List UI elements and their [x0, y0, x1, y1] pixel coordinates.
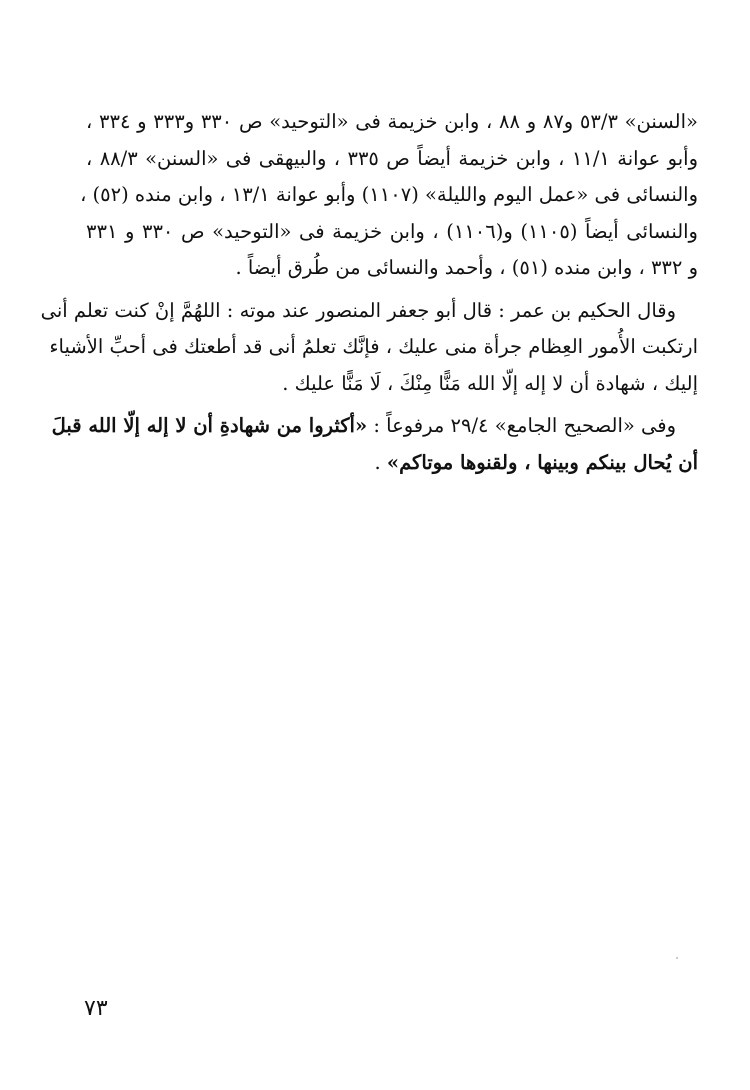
scan-speck: [676, 957, 678, 959]
text-line: و ٣٣٢ ، وابن منده (٥١) ، وأحمد والنسائى من طُرق أيضاً .: [235, 256, 698, 279]
paragraph-hadith: [51, 408, 698, 481]
text-line: ارتكبت الأُمور العِظام جرأة منى عليك ، فإنَّك تعلمُ أنى قد أطعتك فى أحبِّ الأشياء: [49, 335, 698, 358]
hadith-intro: وفى «الصحيح الجامع» ٢٩/٤ مرفوعاً :: [367, 414, 676, 437]
paragraph-citations: [80, 104, 698, 287]
text-line: [51, 408, 698, 445]
hadith-text: أن يُحال بينكم وبينها ، ولقنوها موتاكم»: [386, 450, 698, 474]
page-number: ٧٣: [84, 996, 108, 1021]
paragraph-mansur-quote: [40, 293, 698, 403]
hadith-tail: .: [374, 450, 387, 474]
text-line: «السنن» ٥٣/٣ و٨٧ و ٨٨ ، وابن خزيمة فى «التوحيد» ص ٣٣٠ و٣٣٣ و ٣٣٤ ،: [86, 110, 698, 133]
text-line: والنسائى أيضاً (١١٠٥) و(١١٠٦) ، وابن خزيمة فى «التوحيد» ص ٣٣٠ و ٣٣١: [86, 219, 698, 243]
text-line: [86, 445, 698, 482]
text-line: وقال الحكيم بن عمر : قال أبو جعفر المنصور عند موته : اللهُمَّ إنْ كنت تعلم أنى: [40, 298, 676, 322]
text-line: والنسائى فى «عمل اليوم والليلة» (١١٠٧) وأبو عوانة ١٣/١ ، وابن منده (٥٢) ،: [80, 183, 698, 206]
hadith-text: «أكثروا من شهادةِ أن لا إله إلّا الله قبلَ: [51, 414, 368, 437]
text-line: وأبو عوانة ١١/١ ، وابن خزيمة أيضاً ص ٣٣٥ ، والبيهقى فى «السنن» ٨٨/٣ ،: [86, 146, 698, 170]
text-line: إليك ، شهادة أن لا إله إلّا الله مَنًّا مِنْكَ ، لَا مَنًّا عليك .: [282, 371, 698, 395]
body-text: [40, 104, 698, 481]
